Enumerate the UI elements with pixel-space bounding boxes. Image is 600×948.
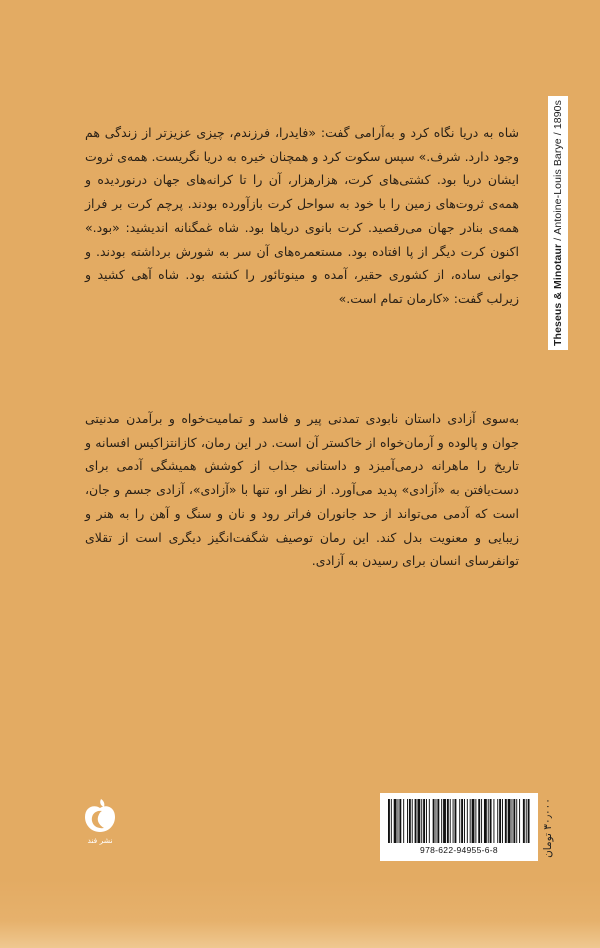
barcode-bar — [417, 799, 420, 843]
barcode-bar — [436, 799, 437, 843]
barcode — [380, 793, 538, 861]
barcode-bar — [508, 799, 511, 843]
barcode-bar — [484, 799, 487, 843]
barcode-bar — [441, 799, 442, 843]
apple-logo-icon — [80, 795, 120, 855]
credit-separator: / — [552, 237, 564, 241]
barcode-bar — [433, 799, 435, 843]
barcode-bar — [499, 799, 501, 843]
artist-name: Antoine-Louis Barye — [552, 138, 564, 235]
barcode-bar — [407, 799, 408, 843]
price-label: ۳۰٫۰۰۰ تومان — [542, 798, 554, 858]
barcode-bar — [388, 799, 390, 843]
barcode-bar — [455, 799, 457, 843]
barcode-bar — [472, 799, 475, 843]
barcode-bar — [459, 799, 460, 843]
barcode-bar — [526, 799, 527, 843]
barcode-bar — [505, 799, 507, 843]
barcode-bar — [523, 799, 525, 843]
barcode-bar — [513, 799, 515, 843]
barcode-bar — [488, 799, 489, 843]
barcode-bar — [470, 799, 471, 843]
barcode-bar — [493, 799, 494, 843]
barcode-bar — [447, 799, 449, 843]
barcode-bar — [467, 799, 468, 843]
credit-separator: / — [552, 132, 564, 136]
barcode-bar — [429, 799, 430, 843]
isbn-number: 978-622-94955-6-8 — [420, 845, 498, 855]
excerpt-paragraph: شاه به دریا نگاه کرد و به‌آرامی گفت: «فایدرا، فرزندم، چیزی عزیزتر از زندگی هم وجود دارد. شرف.» سپس سکوت کرد و همچنان خیره به دریا نگریست. همه‌ی ثروت ایشان دریا بود. کشتی‌های کرت، هزارهزار، آن را تا کرانه‌های جهان درنوردیده و همه‌ی ثروت‌های زمین را با خود به سواحل کرت بازآورده بودند. پرچم کرت بر فراز همه‌ی بنادر جهان می‌رقصید. کرت بانوی دریاها بود. شاه غمگنانه اندیشید: «بود.» اکنون کرت دیگر از پا افتاده بود. مستعمره‌های آن سر به شورش برداشته بودند. و جوانی ساده، از کشوری حقیر، آمده و مینوتائور را کشته بود. شاه آهی کشید و زیرلب گفت: «کارمان تمام است.» — [85, 125, 519, 306]
barcode-bar — [497, 799, 498, 843]
barcode-bar — [516, 799, 517, 843]
barcode-bar — [394, 799, 397, 843]
barcode-bar — [415, 799, 417, 843]
barcode-bar — [403, 799, 404, 843]
blurb-paragraph: به‌سوی آزادی داستان نابودی تمدنی پیر و فاسد و تمامیت‌خواه و برآمدن مدنیتی جوان و پالوده و آرمان‌خواه از خاکستر آن است. در این رمان، کازانتزاکیس افسانه و تاریخ را ماهرانه درمی‌آمیزد و داستانی جذاب از کوشش همیشگی آدمی برای دست‌یافتن به «آزادی» پدید می‌آورد. از نظر او، تنها با «آزادی»، آزادی جسم و جان، است که آدمی می‌تواند از حد جانوران فراتر رود و نان و سنگ و آهن را به هنر و زیبایی و معنویت بدل کند. این رمان توصیف شگفت‌انگیز دیگری است از تقلای توانفرسای انسان برای رسیدن به آزادی. — [85, 411, 519, 569]
barcode-bar — [528, 799, 530, 843]
barcode-bar — [490, 799, 492, 843]
barcode-bar — [423, 799, 425, 843]
barcode-bar — [412, 799, 413, 843]
barcode-bars — [386, 799, 532, 843]
cover-bottom-edge — [0, 880, 600, 948]
barcode-bar — [443, 799, 446, 843]
barcode-bar — [399, 799, 401, 843]
barcode-bar — [391, 799, 392, 843]
barcode-bar — [409, 799, 411, 843]
barcode-bar — [475, 799, 476, 843]
barcode-bar — [519, 799, 520, 843]
barcode-bar — [426, 799, 427, 843]
barcode-bar — [450, 799, 451, 843]
barcode-bar — [421, 799, 422, 843]
barcode-bar — [512, 799, 513, 843]
barcode-bar — [481, 799, 482, 843]
barcode-bar — [464, 799, 465, 843]
publisher-name: نشر فند — [87, 836, 113, 845]
barcode-bar — [502, 799, 503, 843]
barcode-bar — [478, 799, 480, 843]
barcode-bar — [437, 799, 439, 843]
artwork-period: 1890s — [552, 100, 564, 130]
barcode-bar — [398, 799, 399, 843]
barcode-bar — [453, 799, 454, 843]
artwork-title: Theseus & Minotaur — [552, 243, 564, 346]
spine-credit — [552, 100, 564, 346]
barcode-bar — [461, 799, 463, 843]
